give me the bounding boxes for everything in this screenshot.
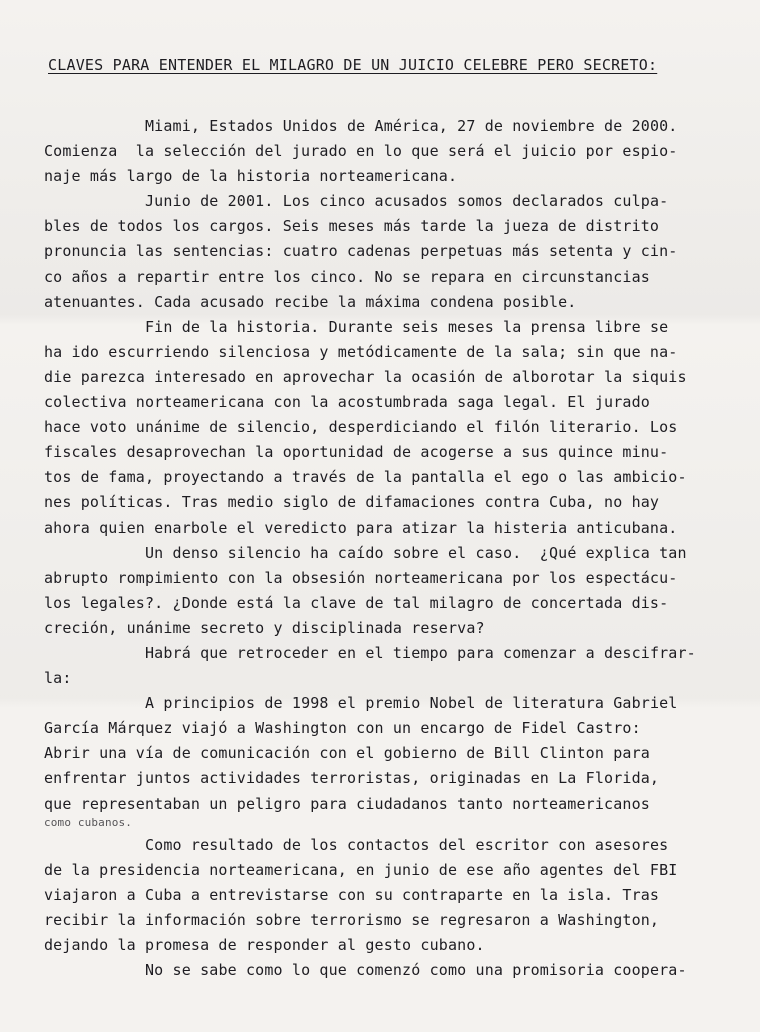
text-line: que representaban un peligro para ciudadanos tanto norteamericanos xyxy=(44,794,650,813)
text-line: García Márquez viajó a Washington con un encargo de Fidel Castro: xyxy=(44,719,641,738)
text-line: enfrentar juntos actividades terroristas, originadas en La Florida, xyxy=(44,769,660,788)
text-line: creción, unánime secreto y disciplinada reserva? xyxy=(44,618,485,637)
text-line: recibir la información sobre terrorismo se regresaron a Washington, xyxy=(44,910,660,929)
text-line: Un denso silencio ha caído sobre el caso. ¿Qué explica tan xyxy=(145,543,687,562)
text-line: hace voto unánime de silencio, desperdiciando el filón literario. Los xyxy=(44,418,678,437)
text-line: la: xyxy=(44,669,72,688)
text-line: die parezca interesado en aprovechar la ocasión de alborotar la siquis xyxy=(44,367,687,386)
document-title: CLAVES PARA ENTENDER EL MILAGRO DE UN JUICIO CELEBRE PERO SECRETO: xyxy=(48,56,658,74)
text-line: A principios de 1998 el premio Nobel de literatura Gabriel xyxy=(145,694,678,713)
text-line: atenuantes. Cada acusado recibe la máxima condena posible. xyxy=(44,292,577,311)
text-line: Abrir una vía de comunicación con el gobierno de Bill Clinton para xyxy=(44,744,650,763)
text-line: tos de fama, proyectando a través de la pantalla el ego o las ambicio- xyxy=(44,468,687,487)
text-line: abrupto rompimiento con la obsesión norteamericana por los espectácu- xyxy=(44,568,678,587)
text-line: ha ido escurriendo silenciosa y metódicamente de la sala; sin que na- xyxy=(44,342,678,361)
text-line: Junio de 2001. Los cinco acusados somos declarados culpa- xyxy=(145,192,669,211)
text-line: nes políticas. Tras medio siglo de difamaciones contra Cuba, no hay xyxy=(44,493,660,512)
document-body xyxy=(44,114,744,983)
text-line: viajaron a Cuba a entrevistarse con su contraparte en la isla. Tras xyxy=(44,885,660,904)
text-line: No se sabe como lo que comenzó como una promisoria coopera- xyxy=(145,961,687,980)
text-line: dejando la promesa de responder al gesto cubano. xyxy=(44,936,485,954)
text-line: Fin de la historia. Durante seis meses la prensa libre se xyxy=(145,317,669,336)
text-line: los legales?. ¿Donde está la clave de tal milagro de concertada dis- xyxy=(44,593,669,612)
text-line: bles de todos los cargos. Seis meses más tarde la jueza de distrito xyxy=(44,217,660,236)
text-line: Miami, Estados Unidos de América, 27 de noviembre de 2000. xyxy=(145,117,678,135)
text-line: Habrá que retroceder en el tiempo para comenzar a descifrar- xyxy=(145,643,696,662)
text-line: colectiva norteamericana con la acostumbrada saga legal. El jurado xyxy=(44,393,650,412)
text-line: fiscales desaprovechan la oportunidad de acogerse a sus quince minu- xyxy=(44,443,669,462)
text-line: naje más largo de la historia norteamericana. xyxy=(44,167,458,186)
text-line: pronuncia las sentencias: cuatro cadenas perpetuas más setenta y cin- xyxy=(44,242,678,261)
text-line: Comienza la selección del jurado en lo que será el juicio por espio- xyxy=(44,142,678,161)
text-line: co años a repartir entre los cinco. No se repara en circunstancias xyxy=(44,267,650,286)
text-line: ahora quien enarbole el veredicto para atizar la histeria anticubana. xyxy=(44,518,678,537)
text-line: como cubanos. xyxy=(44,816,133,829)
text-line: Como resultado de los contactos del escritor con asesores xyxy=(145,835,669,854)
text-line: de la presidencia norteamericana, en junio de ese año agentes del FBI xyxy=(44,860,678,879)
